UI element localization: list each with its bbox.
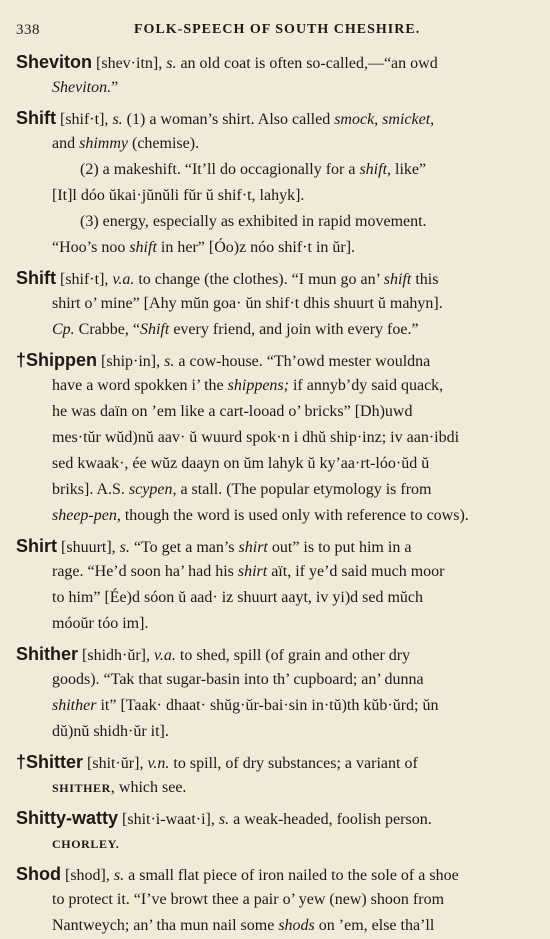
text-line [52, 611, 148, 637]
italic-text: s. [166, 55, 177, 72]
text-span: a small flat piece of iron nailed to the sole of a shoe [124, 867, 459, 884]
text-line [16, 641, 410, 667]
text-span: this [411, 271, 439, 288]
headword: Shod [16, 864, 61, 884]
text-line [16, 347, 430, 373]
text-line [52, 183, 304, 209]
text-span: and [52, 135, 80, 152]
text-line [52, 503, 469, 529]
headword: †Shippen [16, 350, 98, 370]
headword: Shift [16, 108, 56, 128]
text-span: móoŭr tóo im]. [52, 615, 149, 632]
text-span: (1) a woman’s shirt. Also called [122, 111, 335, 128]
headword: Sheviton [16, 52, 93, 72]
text-span: every friend, and join with every foe.” [169, 321, 419, 338]
text-line [52, 451, 429, 477]
text-line [52, 831, 119, 857]
text-span: have a word spokken i’ the [52, 377, 228, 394]
text-span: (chemise). [128, 135, 200, 152]
italic-text: shods [278, 917, 315, 934]
italic-text: shippens; [227, 377, 289, 394]
text-line [52, 913, 434, 939]
text-line [52, 75, 118, 101]
italic-text: s. [218, 811, 230, 828]
text-span: a cow-house. “Th’owd mester wouldna [174, 353, 431, 370]
italic-text: shimmy [79, 135, 128, 152]
text-span: [shev·itn], [92, 55, 167, 72]
text-line [52, 775, 186, 801]
italic-text: sheep-pen, [52, 507, 121, 524]
text-span: [shidh·ŭr], [78, 647, 154, 664]
text-line [16, 265, 438, 291]
text-span: aït, if ye’d said much moor [267, 563, 445, 580]
text-span: [shit·i-waat·i], [118, 811, 219, 828]
text-span: to him” [Ée)d sóon ŭ aad· iz shuurt aayt, iv yi)d sed mŭch [52, 589, 424, 606]
text-span: though the word is used only with reference to cows). [120, 507, 469, 524]
text-span: to protect it. “I’ve browt thee a pair o’ yew (new) shoon from [52, 891, 445, 908]
italic-text: s. [113, 867, 125, 884]
text-span: , which see. [110, 779, 187, 796]
text-line [52, 667, 424, 693]
text-span: [shit·ŭr], [83, 755, 148, 772]
italic-text: Cp. [52, 321, 75, 338]
text-line [80, 157, 426, 183]
italic-text: smock, smicket, [334, 111, 435, 128]
text-span: (3) energy, especially as exhibited in rapid movement. [80, 213, 427, 230]
text-span: out” is to put him in a [267, 539, 412, 556]
text-span: a weak-headed, foolish person. [229, 811, 432, 828]
page-header [16, 22, 534, 44]
text-span: mes·tŭr wŭd)nŭ aav· ŭ wuurd spok·n i dhŭ ship·inz; iv aan·ibdi [52, 429, 460, 446]
text-span: [shuurt], [57, 539, 120, 556]
italic-text: v.n. [147, 755, 170, 772]
text-span: he was daïn on ’em like a cart-looad o’ bricks” [Dh)uwd [52, 403, 413, 420]
text-span: dŭ)nŭ shidh·ŭr it]. [52, 723, 169, 740]
headword: †Shitter [16, 752, 84, 772]
text-span: (2) a makeshift. “It’ll do occagionally for a [80, 161, 360, 178]
headword: Shither [16, 644, 79, 664]
text-line [16, 105, 434, 131]
italic-text: shift [129, 239, 157, 256]
text-span: an old coat is often so-called,—“an owd [176, 55, 438, 72]
italic-text: v.a. [112, 271, 135, 288]
page-number: 338 [16, 22, 40, 38]
text-line [52, 559, 445, 585]
italic-text: Sheviton. [52, 79, 112, 96]
text-line [52, 425, 459, 451]
italic-text: shirt [237, 563, 268, 580]
text-line [52, 887, 444, 913]
text-span: ” [111, 79, 119, 96]
text-span: “Hoo’s noo [52, 239, 130, 256]
text-line [52, 373, 443, 399]
text-span: [shif·t], [56, 271, 113, 288]
text-span: rage. “He’d soon ha’ had his [52, 563, 238, 580]
italic-text: shither [52, 697, 97, 714]
text-line [52, 291, 443, 317]
italic-text: shift, [359, 161, 392, 178]
italic-text: scypen, [128, 481, 177, 498]
text-span: on ’em, else tha’ll [314, 917, 435, 934]
text-span: sed kwaak·, ée wŭz daayn on ŭm lahyk ŭ ky’aa·rt-lóo·ŭd ŭ [52, 455, 430, 472]
italic-text: s. [164, 353, 175, 370]
text-span: shirt o’ mine” [Ahy mŭn goa· ŭn shif·t dhis shuurt ŭ mahyn]. [52, 295, 443, 312]
text-span: briks]. A.S. [52, 481, 129, 498]
text-span: [shif·t], [56, 111, 113, 128]
text-line [16, 749, 418, 775]
text-line [52, 719, 169, 745]
headword: Shitty-watty [16, 808, 119, 828]
italic-text: s. [112, 111, 123, 128]
text-span: Crabbe, “ [74, 321, 140, 338]
headword: Shift [16, 268, 56, 288]
text-span: a stall. (The popular etymology is from [176, 481, 432, 498]
text-span: like” [391, 161, 427, 178]
italic-text: Shift [139, 321, 170, 338]
text-span: [shod], [61, 867, 114, 884]
italic-text: v.a. [154, 647, 176, 664]
italic-text: shirt [238, 539, 268, 556]
text-line [52, 585, 423, 611]
text-span: if annyb’dy said quack, [288, 377, 444, 394]
text-span: Nantweych; an’ tha mun nail some [52, 917, 279, 934]
text-span: to shed, spill (of grain and other dry [175, 647, 411, 664]
text-line [80, 209, 427, 235]
text-span: [ship·in], [97, 353, 165, 370]
text-line [52, 399, 412, 425]
text-span: in her” [Óo)z nóo shif·t in ŭr]. [156, 239, 356, 256]
small-caps-text: SHITHER [52, 781, 111, 795]
text-span: it” [Taak· dhaat· shŭg·ŭr-bai·sin in·tŭ)th kŭb·ŭrd; ŭn [96, 697, 439, 714]
italic-text: s. [119, 539, 130, 556]
headword: Shirt [16, 536, 58, 556]
text-span: “To get a man’s [129, 539, 239, 556]
text-line [52, 317, 419, 343]
small-caps-text: CHORLEY. [52, 837, 120, 851]
text-span: goods). “Tak that sugar-basin into th’ cupboard; an’ dunna [52, 671, 424, 688]
text-span: [It]l dóo ŭkai·jŭnŭli fŭr ŭ shif·t, lahyk]. [52, 187, 305, 204]
running-title: FOLK-SPEECH OF SOUTH CHESHIRE. [134, 22, 421, 37]
text-line [52, 477, 432, 503]
italic-text: shift [383, 271, 412, 288]
text-line [52, 235, 355, 261]
text-line [16, 533, 411, 559]
text-line [52, 131, 199, 157]
text-line [16, 861, 459, 887]
text-span: to spill, of dry substances; a variant of [169, 755, 418, 772]
text-line [16, 49, 438, 75]
text-line [16, 805, 432, 831]
text-line [52, 693, 438, 719]
text-span: to change (the clothes). “I mun go an’ [134, 271, 384, 288]
